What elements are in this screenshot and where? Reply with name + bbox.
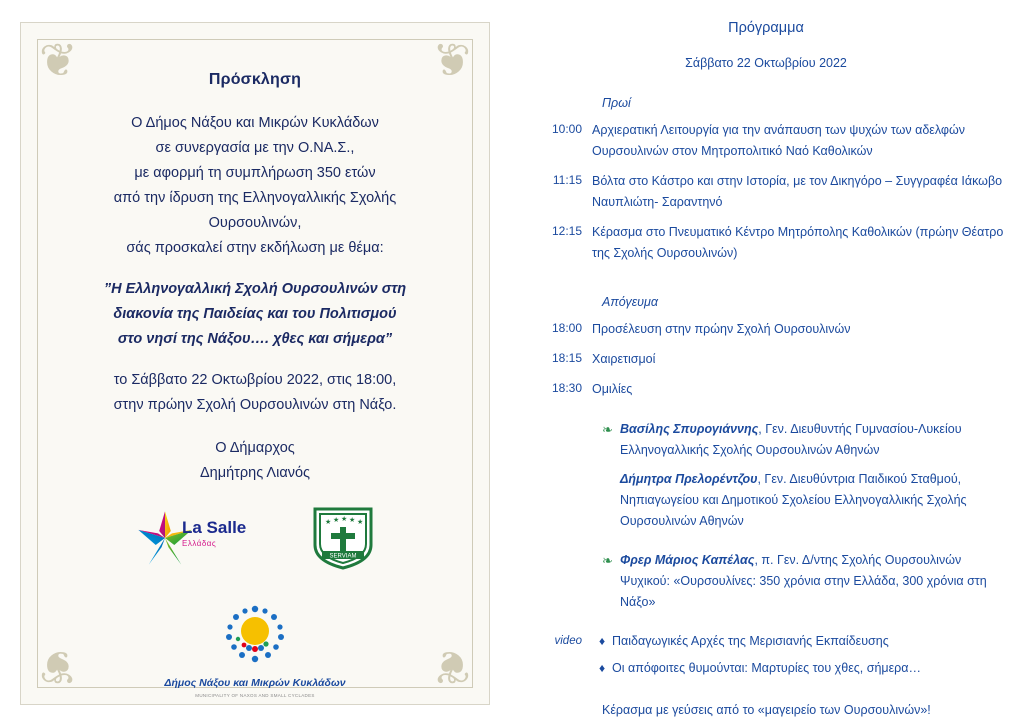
speaker-text: [620, 550, 1012, 613]
theme-line: ”Η Ελληνογαλλική Σχολή Ουρσουλινών στη: [103, 281, 407, 297]
lasalle-logo: [136, 505, 266, 571]
signature-role: Ο Δήμαρχος: [215, 440, 295, 456]
invitation-line: Ο Δήμος Νάξου και Μικρών Κυκλάδων: [131, 115, 379, 131]
program-date: Σάββατο 22 Οκτωβρίου 2022: [685, 56, 847, 70]
lasalle-sub: Ελλάδας: [182, 539, 217, 548]
invitation-line: σάς προσκαλεί στην εκδήλωση με θέμα:: [126, 240, 384, 256]
section-spacer: [520, 540, 1012, 550]
program-row: [520, 319, 1012, 340]
invitation-when: [55, 368, 455, 418]
svg-text:★: ★: [357, 519, 364, 526]
lasalle-wordmark: [182, 519, 246, 548]
row-time: 10:00: [551, 122, 582, 136]
speaker-role: , π. Γεν. Δ/ντης Σχολής Ουρσουλινών Ψυχικού: «Ουρσουλίνες: 350 χρόνια στην Ελλάδα, 300 χρόνια στη Νάξο»: [620, 553, 987, 609]
speaker-entry: [602, 419, 1012, 461]
serviam-text: SERVIAM: [329, 553, 357, 560]
row-description: Αρχιερατική Λειτουργία για την ανάπαυση των ψυχών των αδελφών Ουρσουλινών στον Μητροπολιτικό Ναό Καθολικών: [592, 123, 966, 158]
serviam-logo: [312, 505, 374, 571]
speaker-name: Δήμητρα Πρελορέντζου: [620, 472, 758, 486]
row-description: Ομιλίες: [592, 382, 633, 396]
speaker-role: , Γεν. Διευθύντρια Παιδικού Σταθμού, Νηπιαγωγείου και Δημοτικού Σχολείου Ελληνογαλλικής Σχολής Ουρσουλινών Αθηνών: [620, 472, 967, 528]
row-description: Προσέλευση στην πρώην Σχολή Ουρσουλινών: [592, 322, 851, 336]
row-time: 18:30: [551, 381, 582, 395]
row-time: 12:15: [551, 224, 582, 238]
speaker-entry: [602, 550, 1012, 613]
video-row: [520, 631, 1012, 651]
invitation-line: με αφορμή τη συμπλήρωση 350 ετών: [134, 165, 376, 181]
municipality-caption: Δήμος Νάξου και Μικρών Κυκλάδων: [164, 677, 346, 689]
speaker-text: [620, 469, 1012, 532]
program-title: Πρόγραμμα: [728, 20, 804, 36]
theme-line: διακονία της Παιδείας και του Πολιτισμού: [113, 306, 397, 322]
corner-flourish-icon: ❦: [39, 641, 78, 693]
dot-circle-icon: [220, 601, 290, 671]
row-time: 18:15: [551, 351, 582, 365]
municipality-subcaption: MUNICIPALITY OF NAXOS AND SMALL CYCLADES: [195, 693, 315, 698]
invitation-body: [55, 111, 455, 261]
invitation-card: [20, 22, 490, 705]
diamond-bullet-icon: ♦: [598, 661, 606, 675]
municipality-logo: [21, 601, 489, 698]
video-label: video: [554, 635, 582, 647]
invitation-line: από την ίδρυση της Ελληνογαλλικής Σχολής: [113, 190, 397, 206]
shield-icon: [312, 505, 374, 571]
program-closing: Κέρασμα με γεύσεις από το «μαγειρείο των Ουρσουλινών»!: [602, 703, 931, 717]
video-item-text: Παιδαγωγικές Αρχές της Μερισιανής Εκπαίδευσης: [612, 634, 889, 648]
when-line: στην πρώην Σχολή Ουρσουλινών στη Νάξο.: [113, 397, 397, 413]
corner-flourish-icon: ❦: [39, 34, 78, 86]
leaf-bullet-icon: ❧: [602, 422, 613, 437]
section-heading-evening: Απόγευμα: [602, 295, 659, 309]
speaker-name: Βασίλης Σπυρογιάννης: [620, 422, 759, 436]
speaker-name: Φρερ Μάριος Καπέλας: [620, 553, 755, 567]
video-row: [520, 658, 1012, 678]
video-item-text: Οι απόφοιτες θυμούνται: Μαρτυρίες του χθες, σήμερα…: [612, 661, 922, 675]
row-description: Χαιρετισμοί: [592, 352, 656, 366]
row-description: Βόλτα στο Κάστρο και στην Ιστορία, με τον Δικηγόρο – Συγγραφέα Ιάκωβο Ναυπλιώτη- Σαραντηνό: [592, 174, 1003, 209]
theme-line: στο νησί της Νάξου…. χθες και σήμερα”: [117, 331, 393, 347]
speaker-text: [620, 419, 1012, 461]
diamond-bullet-icon: ♦: [598, 634, 606, 648]
corner-flourish-icon: ❦: [432, 34, 471, 86]
program-row: [520, 222, 1012, 264]
leaf-bullet-icon: ❧: [602, 553, 613, 568]
svg-text:★: ★: [325, 519, 332, 526]
section-spacer: [520, 621, 1012, 631]
svg-text:★: ★: [349, 517, 356, 524]
section-heading-morning: Πρωί: [602, 96, 631, 110]
invitation-line: σε συνεργασία με την Ο.ΝΑ.Σ.,: [155, 140, 355, 156]
lasalle-name: La Salle: [182, 518, 247, 537]
section-spacer: [520, 409, 1012, 419]
invitation-content: [55, 71, 455, 486]
invitation-line: Ουρσουλινών,: [208, 215, 302, 231]
row-time: 11:15: [552, 173, 582, 187]
program-row: [520, 379, 1012, 400]
section-spacer: [520, 273, 1012, 295]
corner-flourish-icon: ❦: [432, 641, 471, 693]
program-row: [520, 171, 1012, 213]
program-row: [520, 120, 1012, 162]
row-description: Κέρασμα στο Πνευματικό Κέντρο Μητρόπολης Καθολικών (πρώην Θέατρο της Σχολής Ουρσουλινών): [592, 225, 1004, 260]
signature-name: Δημήτρης Λιανός: [199, 465, 311, 481]
invitation-theme: [55, 277, 455, 352]
speaker-entry: [602, 469, 1012, 532]
invitation-signature: [55, 436, 455, 486]
svg-text:★: ★: [341, 516, 348, 523]
svg-text:★: ★: [333, 517, 340, 524]
dot-cluster-icon: [220, 601, 290, 671]
program-panel: [520, 20, 1012, 717]
when-line: το Σάββατο 22 Οκτωβρίου 2022, στις 18:00,: [113, 372, 397, 388]
program-row: [520, 349, 1012, 370]
row-time: 18:00: [551, 321, 582, 335]
speaker-role: , Γεν. Διευθυντής Γυμνασίου-Λυκείου Ελληνογαλλικής Σχολής Ουρσουλινών Αθηνών: [620, 422, 962, 457]
invitation-title: Πρόσκληση: [208, 71, 302, 88]
logo-row: [21, 505, 489, 571]
